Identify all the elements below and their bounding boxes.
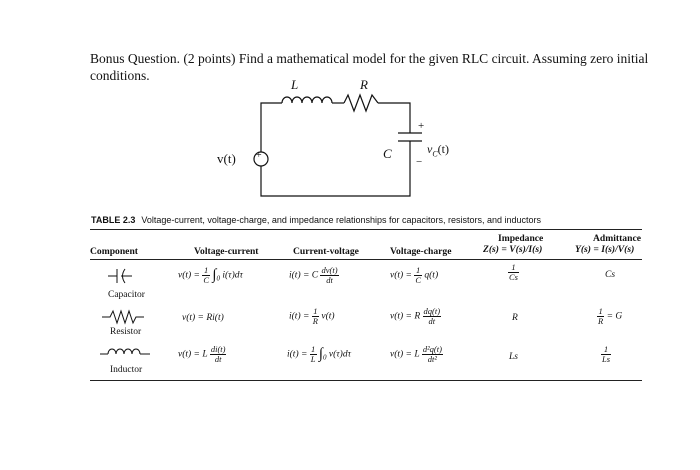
header-admittance-def: Y(s) = I(s)/V(s) (575, 244, 635, 255)
cap-voltage-label: $v_C(t)$ (427, 142, 449, 159)
res-voltage-current: v(t) = Ri(t) (182, 313, 224, 323)
res-voltage-charge: v(t) = R $\frac{dq(t)}{dt}$ (390, 306, 441, 326)
header-voltage-current: Voltage-current (194, 246, 259, 257)
header-voltage-charge: Voltage-charge (390, 246, 452, 257)
header-admittance: Admittance (593, 233, 641, 244)
capacitor-symbol-icon (108, 269, 132, 283)
ind-impedance: Ls (509, 352, 518, 362)
cap-impedance: $\frac{1}{Cs}$ (509, 262, 518, 282)
row-inductor-name: Inductor (110, 365, 143, 375)
res-impedance: R (512, 313, 518, 323)
cap-voltage-charge: v(t) = $\frac{1}{C}$ q(t) (390, 265, 439, 285)
integral-sign-icon: ∫ (212, 267, 217, 283)
table-number: TABLE 2.3 (91, 215, 136, 225)
ind-voltage-current: v(t) = L $\frac{di(t)}{dt}$ (178, 344, 226, 364)
header-impedance-def: Z(s) = V(s)/I(s) (483, 244, 543, 255)
cap-voltage-current: v(t) = $\frac{1}{C}$ $\int_0$ i(τ)dτ (178, 265, 243, 285)
cap-plus-sign: + (418, 120, 425, 132)
header-component: Component (90, 246, 138, 257)
res-current-voltage: i(t) = $\frac{1}{R}$ v(t) (289, 306, 335, 326)
resistor-label: R (360, 77, 368, 92)
table-caption-text: Voltage-current, voltage-charge, and impedance relationships for capacitors, resistors, and inductors (141, 215, 542, 225)
cap-current-voltage: i(t) = C $\frac{dv(t)}{dt}$ (289, 265, 338, 285)
inductor-symbol-icon (100, 349, 150, 354)
source-plus-sign: + (256, 150, 262, 161)
table-bottom-rule (90, 380, 642, 381)
integral-sign-icon: ∫ (318, 346, 323, 362)
cap-minus-sign: − (416, 156, 423, 168)
row-resistor-name: Resistor (110, 327, 142, 337)
res-admittance: $\frac{1}{R}$ = G (598, 306, 623, 326)
row-capacitor-name: Capacitor (108, 290, 145, 300)
source-label: v(t) (217, 151, 236, 166)
resistor-symbol-icon (102, 311, 144, 323)
header-current-voltage: Current-voltage (293, 246, 359, 257)
cap-admittance: Cs (605, 270, 616, 280)
capacitor-label: C (383, 146, 392, 161)
question-text: Bonus Question. (2 points) Find a mathematical model for the given RLC circuit. Assuming zero initial conditions. (90, 51, 649, 83)
ind-current-voltage: i(t) = $\frac{1}{L}$ $\int_0$ v(τ)dτ (287, 344, 351, 364)
header-impedance: Impedance (498, 233, 544, 244)
ind-voltage-charge: v(t) = L $\frac{\text{d²q(t)}}{\text{dt²}}$ (390, 344, 442, 364)
ind-admittance: $\frac{1}{Ls}$ (602, 344, 611, 364)
inductor-label: L (291, 77, 299, 92)
